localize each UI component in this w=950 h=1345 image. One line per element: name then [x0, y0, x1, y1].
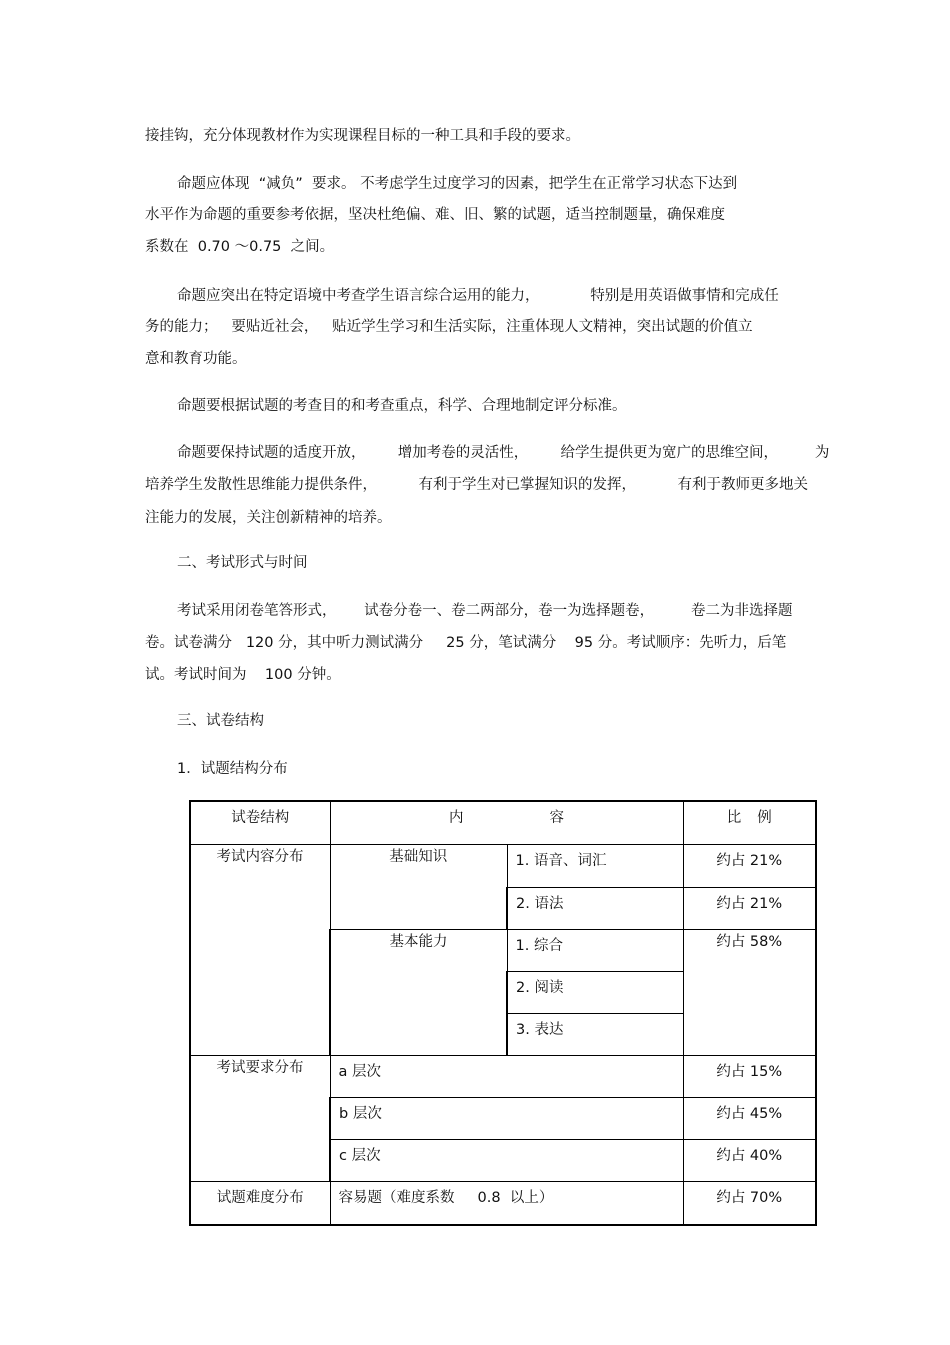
bk-ratio: 约占 21%	[683, 844, 816, 887]
basic-ability-label: 基本能力	[330, 929, 507, 1055]
para-line: 培养学生发散性思维能力提供条件， 有利于学生对已掌握知识的发挥， 有利于教师更多地关	[145, 477, 808, 493]
bk-item: 2. 语法	[507, 887, 683, 929]
bk-ratio: 约占 21%	[683, 887, 816, 929]
para-line: 务的能力； 要贴近社会， 贴近学生学习和生活实际，注重体现人文精神，突出试题的价值立	[145, 319, 753, 335]
para-line: 意和教育功能。	[145, 351, 247, 367]
req-item: c 层次	[330, 1139, 683, 1181]
para-line: 系数在 0.70 ～0.75 之间。	[145, 239, 335, 255]
para-line: 接挂钩，充分体现教材作为实现课程目标的一种工具和手段的要求。	[145, 128, 580, 144]
ba-ratio: 约占 58%	[683, 929, 816, 1055]
content-dist-label: 考试内容分布	[190, 844, 330, 1055]
table-row	[190, 1181, 816, 1225]
req-item: b 层次	[330, 1097, 683, 1139]
difficulty-item: 容易题（难度系数 0.8 以上）	[330, 1181, 683, 1225]
table-header-row	[190, 801, 816, 844]
para-line: 试。考试时间为 100 分钟。	[145, 667, 341, 683]
exam-structure-table	[189, 800, 817, 1226]
para-line: 水平作为命题的重要参考依据，坚决杜绝偏、难、旧、繁的试题，适当控制题量，确保难度	[145, 207, 725, 223]
table-row	[190, 1055, 816, 1097]
ba-item: 2. 阅读	[507, 971, 683, 1013]
para-line: 命题要根据试题的考查目的和考查重点，科学、合理地制定评分标准。	[177, 398, 627, 414]
basic-knowledge-label: 基础知识	[330, 844, 507, 929]
para-line: 命题要保持试题的适度开放， 增加考卷的灵活性， 给学生提供更为宽广的思维空间， 为	[177, 445, 830, 461]
header-ratio-cell: 比 例	[683, 801, 816, 844]
req-ratio: 约占 45%	[683, 1097, 816, 1139]
difficulty-dist-label: 试题难度分布	[190, 1181, 330, 1225]
para-line: 考试采用闭卷笔答形式， 试卷分卷一、卷二两部分，卷一为选择题卷， 卷二为非选择题	[177, 603, 793, 619]
ba-item: 1. 综合	[507, 929, 683, 971]
req-ratio: 约占 15%	[683, 1055, 816, 1097]
para-line: 卷。试卷满分 120 分，其中听力测试满分 25 分，笔试满分 95 分。考试顺序：先听力，后笔	[145, 635, 787, 651]
table-row	[190, 844, 816, 887]
section-heading: 二、考试形式与时间	[177, 555, 308, 571]
req-dist-label: 考试要求分布	[190, 1055, 330, 1181]
difficulty-ratio: 约占 70%	[683, 1181, 816, 1225]
subsection-heading: 1．试题结构分布	[177, 761, 288, 777]
req-item: a 层次	[330, 1055, 683, 1097]
para-line: 注能力的发展，关注创新精神的培养。	[145, 510, 392, 526]
bk-item: 1. 语音、词汇	[507, 844, 683, 887]
para-line: 命题应突出在特定语境中考查学生语言综合运用的能力， 特别是用英语做事情和完成任	[177, 288, 779, 304]
ba-item: 3. 表达	[507, 1013, 683, 1055]
section-heading: 三、试卷结构	[177, 713, 264, 729]
req-ratio: 约占 40%	[683, 1139, 816, 1181]
para-line: 命题应体现 “减负” 要求。 不考虑学生过度学习的因素，把学生在正常学习状态下达到	[177, 176, 738, 192]
header-structure-cell: 试卷结构	[190, 801, 330, 844]
header-content-cell: 内 容	[330, 801, 683, 844]
